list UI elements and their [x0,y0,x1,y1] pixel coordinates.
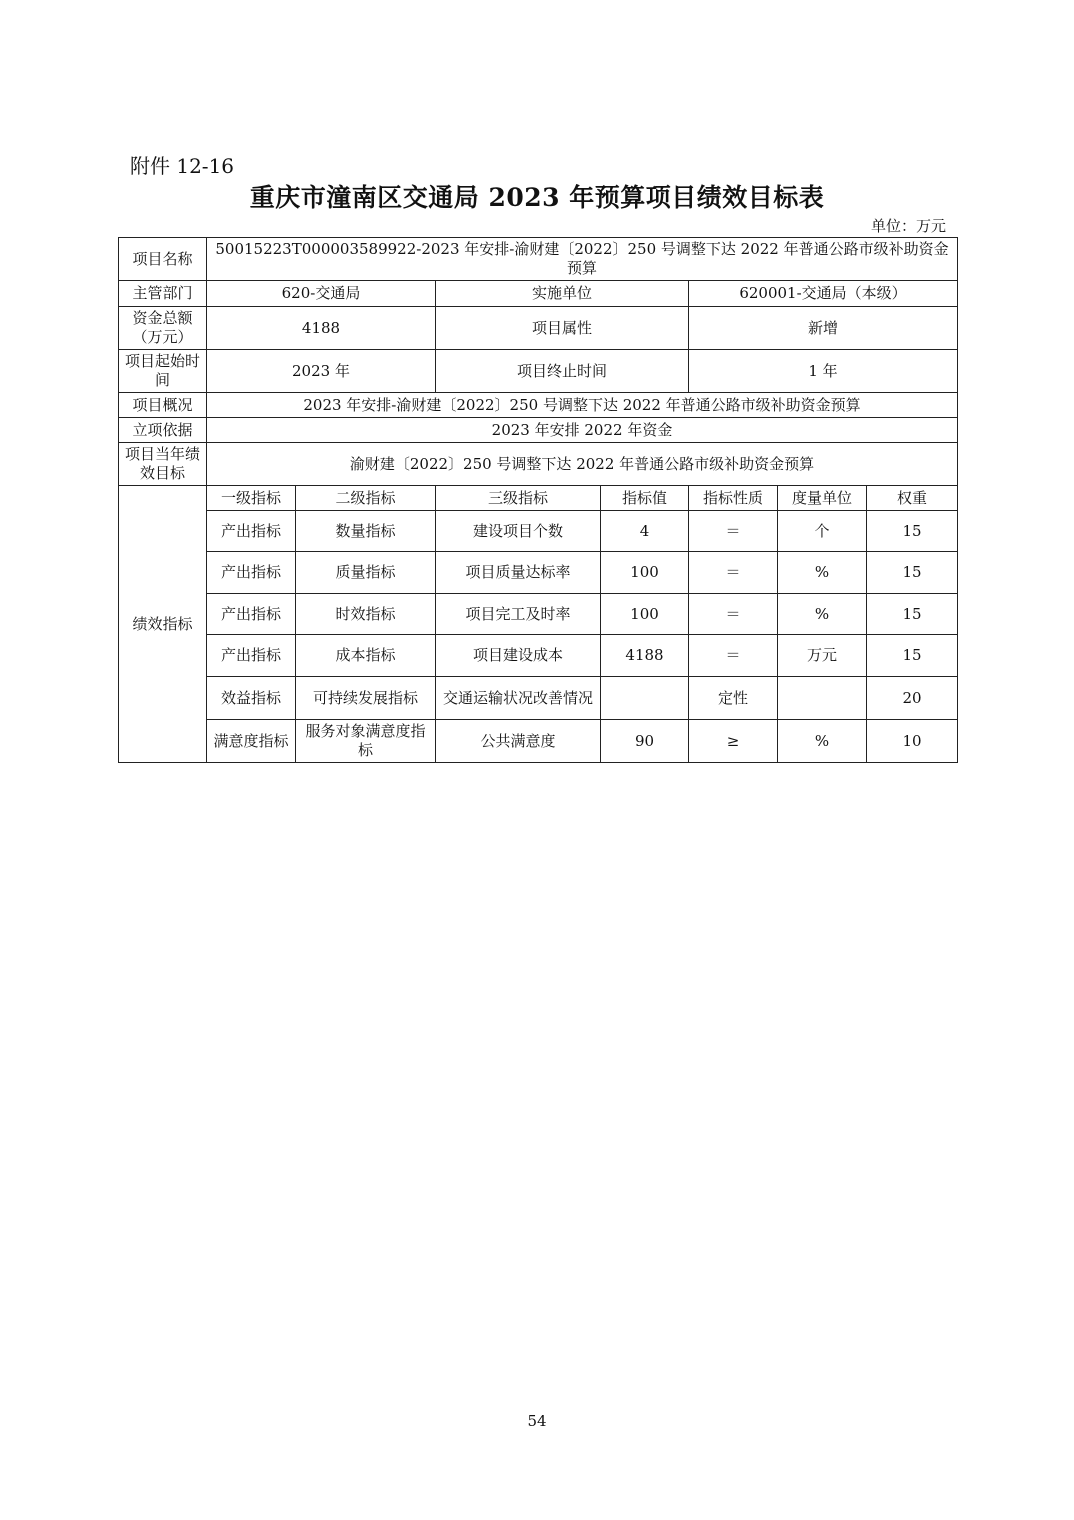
value-cell [601,677,689,720]
level1-cell: 产出指标 [207,594,296,635]
funds-label: 资金总额（万元） [119,307,207,350]
header-weight: 权重 [867,486,958,511]
level3-cell: 交通运输状况改善情况 [436,677,601,720]
weight-cell: 15 [867,635,958,677]
indicator-row [119,677,958,720]
value-cell: 100 [601,594,689,635]
level2-cell: 可持续发展指标 [296,677,436,720]
unit-cell: % [778,552,867,594]
level3-cell: 公共满意度 [436,720,601,763]
weight-cell: 10 [867,720,958,763]
attr-value: 新增 [689,307,958,350]
indicator-row [119,594,958,635]
end-value: 1 年 [689,350,958,393]
start-value: 2023 年 [207,350,436,393]
weight-cell: 15 [867,552,958,594]
indicator-row [119,511,958,552]
indicators-section-label: 绩效指标 [119,486,207,763]
row-project-name [119,238,958,281]
nature-cell: ＝ [689,594,778,635]
weight-cell: 15 [867,511,958,552]
header-level3: 三级指标 [436,486,601,511]
basis-value: 2023 年安排 2022 年资金 [207,418,958,443]
dept-label: 主管部门 [119,281,207,307]
level3-cell: 项目完工及时率 [436,594,601,635]
level2-cell: 成本指标 [296,635,436,677]
value-cell: 100 [601,552,689,594]
header-level2: 二级指标 [296,486,436,511]
attr-label: 项目属性 [436,307,689,350]
unit-cell: % [778,720,867,763]
row-overview [119,393,958,418]
level1-cell: 产出指标 [207,511,296,552]
end-label: 项目终止时间 [436,350,689,393]
header-nature: 指标性质 [689,486,778,511]
row-goal [119,443,958,486]
value-cell: 4 [601,511,689,552]
row-dates [119,350,958,393]
row-basis [119,418,958,443]
weight-cell: 20 [867,677,958,720]
level2-cell: 数量指标 [296,511,436,552]
level2-cell: 质量指标 [296,552,436,594]
project-name-value: 50015223T000003589922-2023 年安排-渝财建〔2022〕250 号调整下达 2022 年普通公路市级补助资金预算 [207,238,958,281]
goal-label: 项目当年绩效目标 [119,443,207,486]
performance-target-table [118,237,958,763]
overview-label: 项目概况 [119,393,207,418]
funds-value: 4188 [207,307,436,350]
unit-label: 单位：万元 [870,217,946,235]
page-title: 重庆市潼南区交通局 2023 年预算项目绩效目标表 [249,183,825,212]
nature-cell: ＝ [689,511,778,552]
level3-cell: 项目建设成本 [436,635,601,677]
start-label: 项目起始时间 [119,350,207,393]
header-level1: 一级指标 [207,486,296,511]
impl-label: 实施单位 [436,281,689,307]
basis-label: 立项依据 [119,418,207,443]
indicator-row [119,552,958,594]
header-value: 指标值 [601,486,689,511]
page-number: 54 [527,1412,547,1430]
unit-cell: 个 [778,511,867,552]
nature-cell: ≥ [689,720,778,763]
attachment-label: 附件 12-16 [130,154,235,178]
weight-cell: 15 [867,594,958,635]
indicator-row [119,720,958,763]
project-name-label: 项目名称 [119,238,207,281]
impl-value: 620001-交通局（本级） [689,281,958,307]
row-funds [119,307,958,350]
unit-cell [778,677,867,720]
nature-cell: 定性 [689,677,778,720]
value-cell: 90 [601,720,689,763]
level1-cell: 产出指标 [207,552,296,594]
unit-cell: 万元 [778,635,867,677]
header-unit: 度量单位 [778,486,867,511]
level2-cell: 服务对象满意度指标 [296,720,436,763]
level1-cell: 满意度指标 [207,720,296,763]
level1-cell: 效益指标 [207,677,296,720]
indicator-header-row [119,486,958,511]
row-department [119,281,958,307]
level1-cell: 产出指标 [207,635,296,677]
unit-cell: % [778,594,867,635]
overview-value: 2023 年安排-渝财建〔2022〕250 号调整下达 2022 年普通公路市级补助资金预算 [207,393,958,418]
level2-cell: 时效指标 [296,594,436,635]
indicator-row [119,635,958,677]
dept-value: 620-交通局 [207,281,436,307]
level3-cell: 建设项目个数 [436,511,601,552]
level3-cell: 项目质量达标率 [436,552,601,594]
value-cell: 4188 [601,635,689,677]
nature-cell: ＝ [689,635,778,677]
goal-value: 渝财建〔2022〕250 号调整下达 2022 年普通公路市级补助资金预算 [207,443,958,486]
nature-cell: ＝ [689,552,778,594]
